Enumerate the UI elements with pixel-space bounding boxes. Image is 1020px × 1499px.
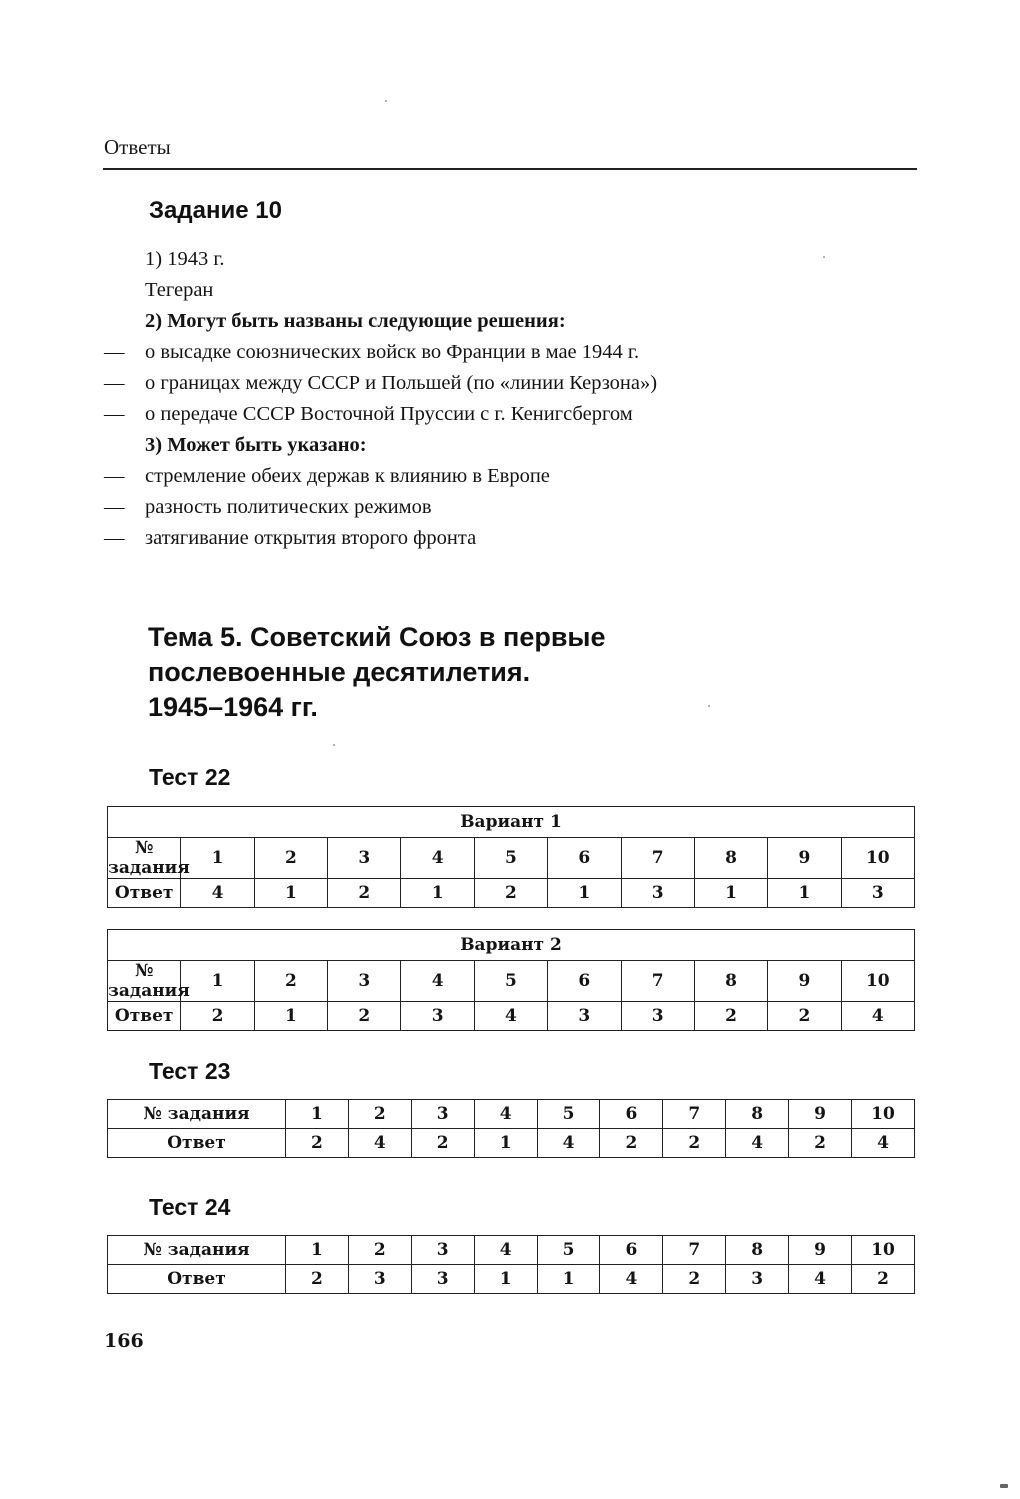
- answer-line-text: стремление обеих держав к влиянию в Европе: [145, 465, 550, 487]
- answer-cell: 2: [328, 879, 401, 908]
- task-number-cell: 1: [286, 1100, 349, 1129]
- dash-marker: —: [104, 403, 125, 425]
- answer-line-text: 1) 1943 г.: [145, 248, 225, 270]
- answer-row: [108, 1002, 915, 1031]
- answer-cell: 2: [600, 1129, 663, 1158]
- answer-row: [108, 879, 915, 908]
- task-number-cell: 4: [474, 1100, 537, 1129]
- task-number-cell: 1: [181, 961, 254, 1002]
- answer-line-text: Тегеран: [145, 279, 214, 301]
- task-number-cell: 6: [548, 961, 621, 1002]
- answer-cell: 1: [401, 879, 474, 908]
- answer-line: [104, 492, 864, 523]
- row-label: № задания: [108, 1100, 286, 1129]
- task-number-cell: 5: [537, 1100, 600, 1129]
- answer-cell: 3: [401, 1002, 474, 1031]
- task-number-cell: 7: [621, 838, 694, 879]
- answer-line-text: о высадке союзнических войск во Франции в мае 1944 г.: [145, 341, 640, 363]
- task-number-cell: 5: [537, 1236, 600, 1265]
- task-number-cell: 4: [474, 1236, 537, 1265]
- answer-line: [104, 244, 864, 275]
- header-rule: [103, 168, 917, 170]
- answer-cell: 3: [726, 1265, 789, 1294]
- answer-line-text: о границах между СССР и Польшей (по «линии Керзона»): [145, 372, 658, 394]
- test-heading: Тест 22: [149, 764, 231, 790]
- variant-title: Вариант 1: [108, 807, 915, 838]
- answer-cell: 2: [789, 1129, 852, 1158]
- variant-title: Вариант 2: [108, 930, 915, 961]
- answer-cell: 3: [411, 1265, 474, 1294]
- task-number-cell: 3: [411, 1236, 474, 1265]
- answer-cell: 1: [254, 879, 327, 908]
- answer-cell: 2: [411, 1129, 474, 1158]
- task-number-cell: 6: [600, 1236, 663, 1265]
- answer-cell: 2: [328, 1002, 401, 1031]
- answer-cell: 4: [348, 1129, 411, 1158]
- task-number-cell: 2: [348, 1236, 411, 1265]
- scan-speck: [708, 705, 710, 707]
- answer-cell: 2: [694, 1002, 767, 1031]
- task-number-cell: 3: [411, 1100, 474, 1129]
- task-number-cell: 2: [348, 1100, 411, 1129]
- answer-line: [104, 368, 864, 399]
- row-label: Ответ: [108, 879, 181, 908]
- task-number-cell: 7: [621, 961, 694, 1002]
- topic-heading-line: Тема 5. Советский Союз в первые: [148, 622, 606, 652]
- dash-marker: —: [104, 341, 125, 363]
- answer-line: [104, 306, 864, 337]
- variant-row: [108, 807, 915, 838]
- row-label: Ответ: [108, 1265, 286, 1294]
- answer-cell: 2: [286, 1265, 349, 1294]
- task-number-cell: 10: [852, 1100, 915, 1129]
- answer-cell: 4: [537, 1129, 600, 1158]
- row-label: № задания: [108, 1236, 286, 1265]
- dash-marker: —: [104, 372, 125, 394]
- answer-cell: 1: [474, 1129, 537, 1158]
- task-number-cell: 2: [254, 961, 327, 1002]
- answer-cell: 4: [474, 1002, 547, 1031]
- answer-line: [104, 523, 864, 554]
- task-number-cell: 7: [663, 1236, 726, 1265]
- dash-marker: —: [104, 527, 125, 549]
- task-number-row: [108, 838, 915, 879]
- task-number-cell: 4: [401, 838, 474, 879]
- answer-line: [104, 399, 864, 430]
- task-number-cell: 9: [789, 1100, 852, 1129]
- answer-cell: 1: [694, 879, 767, 908]
- answer-cell: 2: [768, 1002, 841, 1031]
- task-number-row: [108, 961, 915, 1002]
- answer-cell: 2: [663, 1129, 726, 1158]
- task-number-cell: 9: [789, 1236, 852, 1265]
- row-label: № задания: [108, 961, 190, 1001]
- answer-table: [107, 1099, 915, 1158]
- answer-cell: 2: [181, 1002, 254, 1031]
- answer-line-text: 3) Может быть указано:: [145, 434, 367, 456]
- task-number-cell: 6: [548, 838, 621, 879]
- test-heading: Тест 24: [149, 1194, 231, 1220]
- answer-cell: 4: [726, 1129, 789, 1158]
- running-head: Ответы: [104, 135, 171, 159]
- row-label: Ответ: [108, 1129, 286, 1158]
- task-number-row: [108, 1100, 915, 1129]
- answer-line-text: 2) Могут быть названы следующие решения:: [145, 310, 566, 332]
- test-heading: Тест 23: [149, 1058, 231, 1084]
- answer-line: [104, 461, 864, 492]
- answer-row: [108, 1129, 915, 1158]
- answer-cell: 3: [621, 1002, 694, 1031]
- answer-cell: 1: [768, 879, 841, 908]
- task-number-cell: 9: [768, 838, 841, 879]
- row-label: № задания: [108, 838, 190, 878]
- task-number-cell: 5: [474, 961, 547, 1002]
- answer-line: [104, 430, 864, 461]
- task-number-cell: 1: [181, 838, 254, 879]
- scan-speck: [823, 256, 825, 258]
- variant-row: [108, 930, 915, 961]
- task-number-cell: 8: [694, 838, 767, 879]
- scan-speck: [385, 100, 387, 102]
- answer-cell: 2: [474, 879, 547, 908]
- answer-line: [104, 275, 864, 306]
- topic-heading-line: послевоенные десятилетия.: [148, 657, 531, 687]
- answer-line-text: разность политических режимов: [145, 496, 432, 518]
- answer-table: [107, 929, 915, 1031]
- task-number-cell: 3: [328, 961, 401, 1002]
- answer-row: [108, 1265, 915, 1294]
- answer-cell: 4: [852, 1129, 915, 1158]
- answer-cell: 2: [663, 1265, 726, 1294]
- dash-marker: —: [104, 496, 125, 518]
- page-number: 166: [104, 1330, 144, 1352]
- task-number-cell: 8: [726, 1236, 789, 1265]
- task-number-cell: 2: [254, 838, 327, 879]
- answer-cell: 1: [254, 1002, 327, 1031]
- task-number-cell: 1: [286, 1236, 349, 1265]
- task-number-cell: 10: [852, 1236, 915, 1265]
- answer-cell: 4: [789, 1265, 852, 1294]
- answer-line-text: о передаче СССР Восточной Пруссии с г. Кенигсбергом: [145, 403, 633, 425]
- task-number-cell: 10: [841, 838, 914, 879]
- task-answers: [104, 244, 864, 554]
- answer-cell: 4: [181, 879, 254, 908]
- answer-table: [107, 806, 915, 908]
- topic-heading-line: 1945–1964 гг.: [148, 692, 318, 722]
- task-number-cell: 5: [474, 838, 547, 879]
- dash-marker: —: [104, 465, 125, 487]
- answer-cell: 1: [548, 879, 621, 908]
- row-label: Ответ: [108, 1002, 181, 1031]
- task-number-cell: 3: [328, 838, 401, 879]
- answer-cell: 1: [537, 1265, 600, 1294]
- answer-cell: 3: [621, 879, 694, 908]
- task-number-cell: 8: [694, 961, 767, 1002]
- task-number-row: [108, 1236, 915, 1265]
- answer-table: [107, 1235, 915, 1294]
- task-number-cell: 9: [768, 961, 841, 1002]
- task-number-cell: 7: [663, 1100, 726, 1129]
- task-number-cell: 10: [841, 961, 914, 1002]
- task-heading: Задание 10: [149, 197, 282, 224]
- scan-speck: [1000, 1484, 1008, 1488]
- answer-cell: 3: [348, 1265, 411, 1294]
- task-number-cell: 4: [401, 961, 474, 1002]
- scan-speck: [333, 744, 335, 746]
- task-number-cell: 8: [726, 1100, 789, 1129]
- answer-line-text: затягивание открытия второго фронта: [145, 527, 477, 549]
- answer-cell: 1: [474, 1265, 537, 1294]
- topic-heading: [148, 620, 606, 725]
- answer-cell: 4: [600, 1265, 663, 1294]
- answer-cell: 2: [286, 1129, 349, 1158]
- task-number-cell: 6: [600, 1100, 663, 1129]
- answer-cell: 4: [841, 1002, 914, 1031]
- answer-cell: 3: [548, 1002, 621, 1031]
- answer-cell: 2: [852, 1265, 915, 1294]
- answer-cell: 3: [841, 879, 914, 908]
- answer-line: [104, 337, 864, 368]
